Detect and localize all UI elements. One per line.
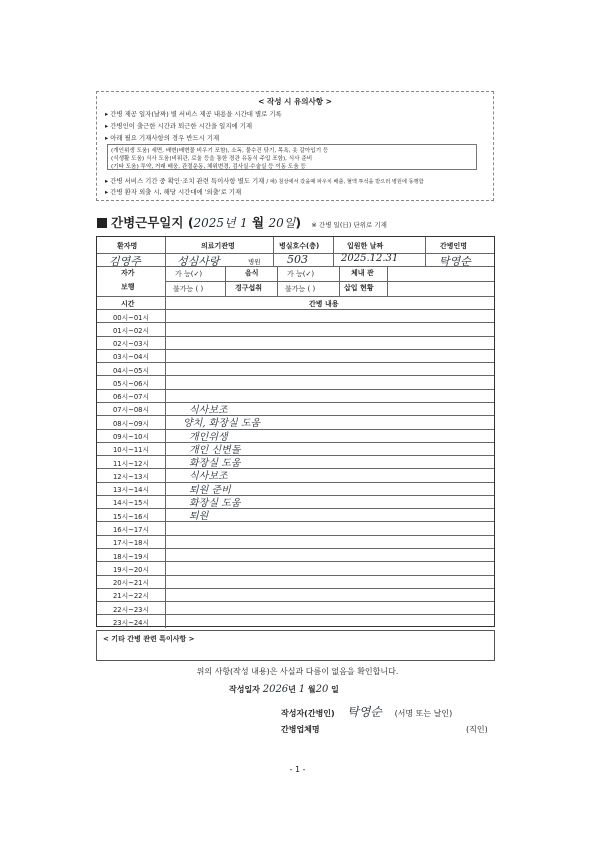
admission-date-value: 2025.12.31 bbox=[341, 253, 399, 264]
time-slot-label: 07시~08시 bbox=[112, 406, 150, 415]
hospital-header: 의료기관명 bbox=[201, 242, 235, 250]
time-slot-label: 21시~22시 bbox=[112, 592, 150, 601]
time-slot-label: 18시~19시 bbox=[112, 552, 150, 561]
tube-label: 체내 관 bbox=[351, 269, 374, 277]
hospital-suffix: 병원 bbox=[248, 258, 261, 266]
time-slot-label: 09시~10시 bbox=[112, 433, 150, 442]
row-divider bbox=[97, 508, 494, 509]
intake-possible: 가 능(✓) bbox=[287, 270, 315, 278]
notice-example: (기타 도움) 투약, 거래 배웅, 관절운동, 체위변경, 검사실·수술실 등 이동 도움 등 bbox=[111, 164, 306, 170]
time-slot-label: 08시~09시 bbox=[112, 419, 150, 428]
notice-title: < 작성 시 유의사항 > bbox=[258, 97, 332, 106]
care-log-table bbox=[96, 236, 495, 627]
row-divider bbox=[97, 389, 494, 390]
time-slot-label: 17시~18시 bbox=[112, 539, 150, 548]
care-content: 퇴원 bbox=[189, 511, 209, 523]
row-divider bbox=[97, 336, 494, 337]
care-content: 식사보조 bbox=[189, 404, 228, 416]
notice-box bbox=[96, 91, 494, 201]
other-notes-box bbox=[96, 630, 495, 661]
care-content: 개인 신변돌 bbox=[189, 444, 241, 456]
other-notes-label: < 기타 간병 관련 특이사항 > bbox=[103, 635, 195, 643]
row-divider bbox=[97, 349, 494, 350]
notice-line: ▸ 간병 환자 외출 시, 해당 시간대에 '외출'로 기재 bbox=[105, 188, 242, 196]
care-content: 양치, 화장실 도움 bbox=[183, 418, 261, 430]
time-slot-label: 03시~04시 bbox=[112, 353, 150, 362]
notice-line: ▸ 간병 서비스 기간 중 확인·조치 관련 특이사항 별도 기재 / 예) 침상에서 갔을때 파우치 배출, 혈액 투석을 받으러 병원에 동행함 bbox=[105, 177, 424, 185]
walk-possible: 가 능(✓) bbox=[175, 270, 203, 278]
row-divider bbox=[97, 429, 494, 430]
care-content: 퇴원 준비 bbox=[189, 484, 231, 496]
time-slot-label: 20시~21시 bbox=[112, 579, 150, 588]
row-divider bbox=[97, 402, 494, 403]
page-title: 간병근무일지 (2025년 1 월 20일) ※ 간병 일(日) 단위로 기재 bbox=[97, 213, 387, 231]
care-content: 개인위생 bbox=[189, 431, 228, 443]
writer-line: 작성자(간병인) 탁영순 (서명 또는 날인) bbox=[281, 705, 453, 719]
row-divider bbox=[97, 535, 494, 536]
care-content: 화장실 도움 bbox=[189, 497, 241, 509]
row-divider bbox=[97, 548, 494, 549]
care-content: 화장실 도움 bbox=[189, 458, 241, 470]
time-slot-label: 01시~02시 bbox=[112, 326, 150, 335]
time-slot-label: 19시~20시 bbox=[112, 565, 150, 574]
time-slot-label: 16시~17시 bbox=[112, 525, 150, 534]
row-divider bbox=[97, 561, 494, 562]
row-divider bbox=[97, 375, 494, 376]
page-number: - 1 - bbox=[289, 765, 306, 774]
patient-name-header: 환자명 bbox=[117, 242, 138, 250]
company-label: 간병업체명 bbox=[281, 725, 320, 734]
row-divider bbox=[97, 455, 494, 456]
row-divider bbox=[97, 468, 494, 469]
oral-intake-label: 음식 bbox=[245, 269, 259, 277]
time-slot-label: 00시~01시 bbox=[112, 313, 150, 322]
time-slot-label: 02시~03시 bbox=[112, 340, 150, 349]
row-divider bbox=[97, 614, 494, 615]
time-slot-label: 12시~13시 bbox=[112, 472, 150, 481]
row-divider bbox=[97, 415, 494, 416]
caregiver-header: 간병인명 bbox=[440, 242, 468, 250]
time-slot-label: 14시~15시 bbox=[112, 499, 150, 508]
admission-date-header: 입원한 날짜 bbox=[347, 242, 384, 250]
self-walk-label: 자가 bbox=[121, 269, 135, 277]
room-header: 병실호수(층) bbox=[279, 242, 320, 250]
row-divider bbox=[97, 601, 494, 602]
tube-label: 삽입 현황 bbox=[344, 284, 374, 292]
time-slot-label: 10시~11시 bbox=[112, 446, 150, 455]
self-walk-label: 보행 bbox=[121, 283, 135, 291]
caregiver-value: 탁영순 bbox=[439, 255, 471, 268]
hospital-value: 성심사랑 bbox=[177, 255, 220, 268]
time-header: 시간 bbox=[121, 300, 135, 308]
row-divider bbox=[97, 575, 494, 576]
walk-impossible: 불가능 ( ) bbox=[173, 285, 204, 293]
notice-line: ▸ 간병인이 출근한 시간과 퇴근한 시간을 일지에 기재 bbox=[105, 122, 253, 130]
time-slot-label: 05시~06시 bbox=[112, 379, 150, 388]
row-divider bbox=[97, 442, 494, 443]
row-divider bbox=[97, 495, 494, 496]
intake-impossible: 불가능 ( ) bbox=[285, 285, 316, 293]
notice-line: ▸ 간병 제공 일자(날짜) 별 서비스 제공 내용을 시간대 별로 기록 bbox=[105, 110, 282, 118]
time-slot-label: 11시~12시 bbox=[112, 459, 150, 468]
square-bullet-icon bbox=[97, 218, 107, 228]
notice-example: (식생활 도움) 식사 도움(비위관, 로울 등을 통한 경관 유동식 주입 포함), 식사 준비 bbox=[111, 156, 313, 162]
company-seal-note: (직인) bbox=[466, 725, 488, 734]
confirmation-text: 위의 사항(작성 내용)은 사실과 다름이 없음을 확인합니다. bbox=[196, 667, 399, 676]
oral-intake-label: 경구섭취 bbox=[235, 284, 263, 292]
care-content-header: 간병 내용 bbox=[309, 300, 339, 308]
row-divider bbox=[97, 482, 494, 483]
patient-name-value: 김영주 bbox=[109, 255, 141, 268]
care-content: 식사보조 bbox=[189, 471, 228, 483]
seal-note: (서명 또는 날인) bbox=[394, 709, 453, 718]
notice-line: ▸ 아래 필요 기재사항의 경우 반드시 기재 bbox=[105, 134, 220, 142]
row-divider bbox=[97, 521, 494, 522]
time-slot-label: 15시~16시 bbox=[112, 512, 150, 521]
row-divider bbox=[97, 322, 494, 323]
time-slot-label: 06시~07시 bbox=[112, 393, 150, 402]
notice-examples-box bbox=[107, 144, 477, 170]
row-divider bbox=[97, 588, 494, 589]
writer-signature: 탁영순 bbox=[347, 705, 383, 719]
date-line: 작성일자 2026년 1 월20 일 bbox=[229, 684, 339, 695]
time-slot-label: 13시~14시 bbox=[112, 486, 150, 495]
room-value: 503 bbox=[287, 253, 308, 266]
row-divider bbox=[97, 362, 494, 363]
time-slot-label: 04시~05시 bbox=[112, 366, 150, 375]
time-slot-label: 23시~24시 bbox=[112, 618, 150, 627]
time-slot-label: 22시~23시 bbox=[112, 605, 150, 614]
notice-example: (개인위생 도움) 세면, 배변(배변물 비우기 포함), 소독, 물수건 닦기, 목욕, 옷 갈아입기 등 bbox=[111, 148, 329, 154]
